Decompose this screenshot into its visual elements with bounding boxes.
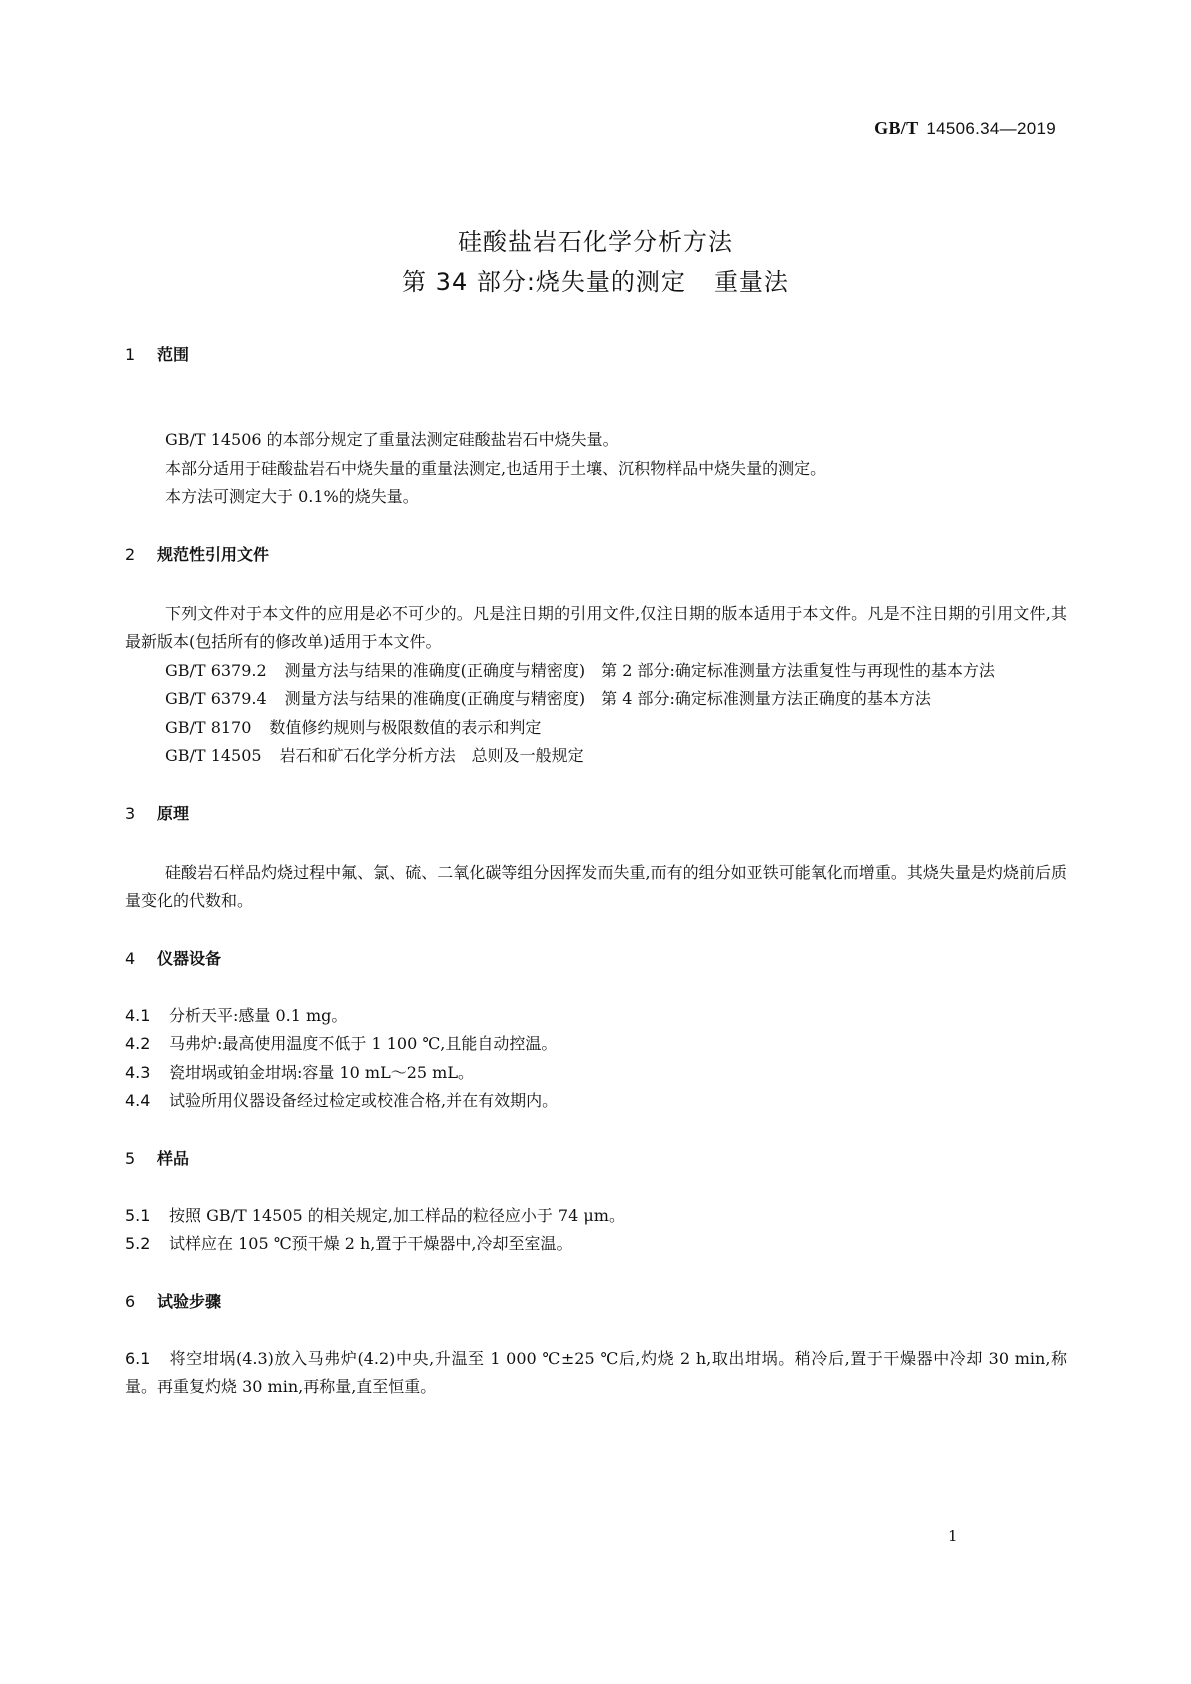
title-line-2 [0,262,1191,302]
section-heading: 2 规范性引用文件 [125,544,270,564]
section-heading: 6 试验步骤 [125,1291,222,1311]
reference-item: GB/T 8170 数值修约规则与极限数值的表示和判定 [165,717,542,737]
section-heading: 3 原理 [125,803,190,823]
section-heading: 1 范围 [125,345,190,364]
standard-number: 14506.34—2019 [926,119,1056,138]
list-item: 6.1 将空坩埚(4.3)放入马弗炉(4.2)中央,升温至 1 000 ℃±25 ℃后,灼烧 2 h,取出坩埚。稍冷后,置于干燥器中冷却 30 min,称量。再重复灼烧 30 min,再称量,直至恒重。 [125,1348,1067,1396]
reference-item: GB/T 6379.4 测量方法与结果的准确度(正确度与精密度) 第 4 部分:确定标准测量方法正确度的基本方法 [165,689,931,708]
section-scope [125,340,1067,512]
list-item: 5.2 试样应在 105 ℃预干燥 2 h,置于干燥器中,冷却至室温。 [125,1234,573,1253]
section-normative-references [125,540,1067,771]
reference-item: GB/T 14505 岩石和矿石化学分析方法 总则及一般规定 [165,746,584,765]
title-part: 第 34 部分:烧失量的测定 [402,268,686,296]
section-samples [125,1144,1067,1259]
title-method: 重量法 [713,268,789,296]
paragraph: 下列文件对于本文件的应用是必不可少的。凡是注日期的引用文件,仅注日期的版本适用于本文件。凡是不注日期的引用文件,其最新版本(包括所有的修改单)适用于本文件。 [125,603,1067,651]
list-item: 4.2 马弗炉:最高使用温度不低于 1 100 ℃,且能自动控温。 [125,1034,558,1053]
document-body [125,340,1067,1402]
section-heading: 5 样品 [125,1148,190,1168]
list-item: 4.1 分析天平:感量 0.1 mg。 [125,1005,348,1025]
document-title [0,222,1191,302]
list-item: 5.1 按照 GB/T 14505 的相关规定,加工样品的粒径应小于 74 μm。 [125,1205,625,1225]
reference-item: GB/T 6379.2 测量方法与结果的准确度(正确度与精密度) 第 2 部分:确定标准测量方法重复性与再现性的基本方法 [165,660,995,680]
section-apparatus [125,944,1067,1116]
standard-prefix: GB/T [874,118,919,138]
section-principle [125,799,1067,916]
section-procedure [125,1287,1067,1402]
section-heading: 4 仪器设备 [125,948,222,968]
standard-code [874,118,1056,139]
list-item: 4.3 瓷坩埚或铂金坩埚:容量 10 mL～25 mL。 [125,1062,474,1082]
page-number: 1 [948,1527,958,1545]
title-line-1: 硅酸盐岩石化学分析方法 [458,228,733,256]
paragraph: 本部分适用于硅酸盐岩石中烧失量的重量法测定,也适用于土壤、沉积物样品中烧失量的测定。 [165,458,827,478]
paragraph: 硅酸岩石样品灼烧过程中氟、氯、硫、二氧化碳等组分因挥发而失重,而有的组分如亚铁可能氧化而增重。其烧失量是灼烧前后质量变化的代数和。 [125,862,1067,910]
paragraph: 本方法可测定大于 0.1%的烧失量。 [165,487,419,506]
list-item: 4.4 试验所用仪器设备经过检定或校准合格,并在有效期内。 [125,1091,559,1110]
paragraph: GB/T 14506 的本部分规定了重量法测定硅酸盐岩石中烧失量。 [165,430,619,449]
